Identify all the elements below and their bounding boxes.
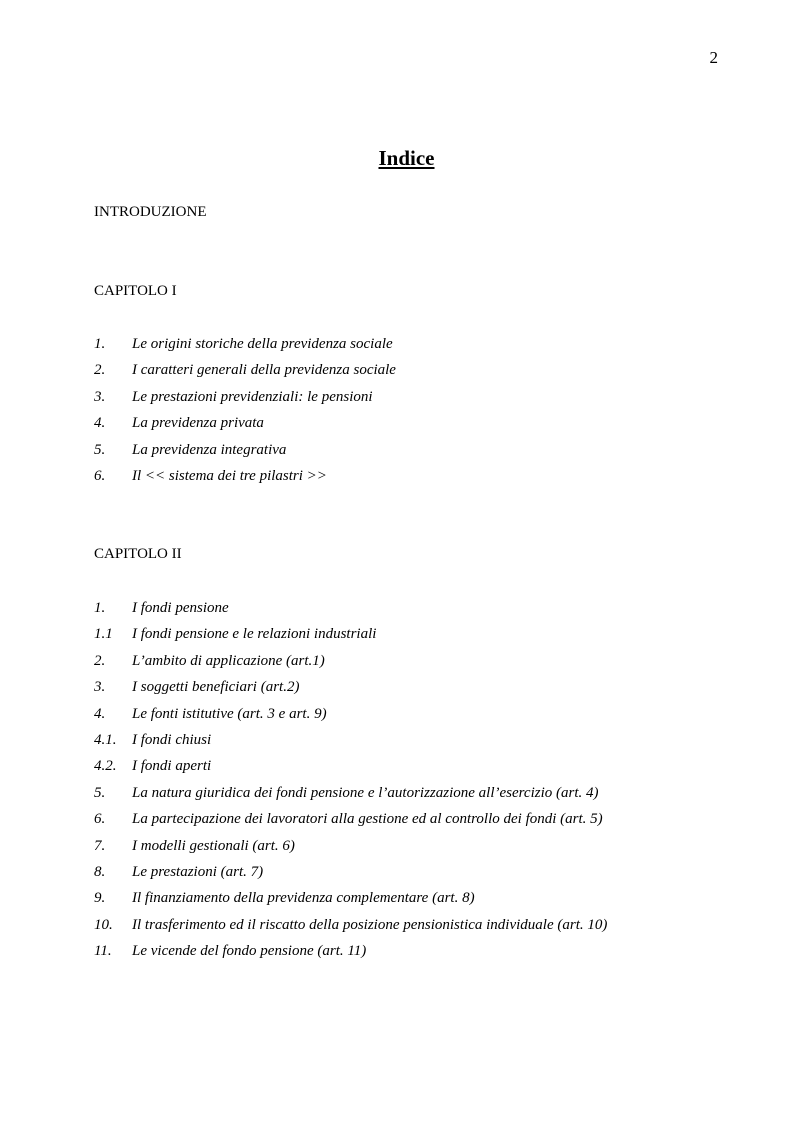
toc-item-title: I fondi pensione e le relazioni industriali — [132, 626, 377, 643]
chapter-1-heading: CAPITOLO I — [94, 283, 177, 299]
toc-item-title: I caratteri generali della previdenza sociale — [132, 362, 396, 379]
toc-item-title: La previdenza privata — [132, 415, 264, 432]
chapter-2-heading: CAPITOLO II — [94, 546, 182, 562]
chapter-1-toc-list — [94, 334, 396, 492]
toc-item-number: 6. — [94, 811, 106, 828]
toc-item-title: Il finanziamento della previdenza complementare (art. 8) — [132, 890, 475, 907]
toc-item — [94, 387, 396, 413]
toc-item — [94, 440, 396, 466]
chapter-2-toc-list — [94, 598, 607, 967]
toc-item-title: I fondi chiusi — [132, 731, 212, 748]
toc-item — [94, 888, 607, 914]
toc-item — [94, 624, 607, 650]
toc-item-number: 7. — [94, 837, 106, 854]
page-title: Indice — [378, 146, 435, 170]
toc-item — [94, 809, 607, 835]
toc-item — [94, 677, 607, 703]
toc-item-number: 4.1. — [94, 731, 117, 748]
toc-item-title: La natura giuridica dei fondi pensione e l’autorizzazione all’esercizio (art. 4) — [132, 784, 599, 801]
toc-item — [94, 704, 607, 730]
toc-item-number: 2. — [94, 652, 106, 669]
toc-item-title: I fondi pensione — [132, 600, 229, 616]
toc-item-title: La partecipazione dei lavoratori alla gestione ed al controllo dei fondi (art. 5) — [132, 811, 603, 828]
toc-item-title: Le fonti istitutive (art. 3 e art. 9) — [132, 705, 327, 722]
toc-item — [94, 836, 607, 862]
page-number: 2 — [709, 48, 718, 67]
toc-item — [94, 862, 607, 888]
toc-item — [94, 756, 607, 782]
toc-item-title: L’ambito di applicazione (art.1) — [132, 652, 325, 669]
toc-item-number: 3. — [94, 679, 106, 696]
toc-item — [94, 334, 396, 360]
toc-item-number: 1. — [94, 600, 106, 616]
toc-item-title: Le prestazioni previdenziali: le pensioni — [132, 388, 373, 405]
toc-item-number: 10. — [94, 916, 113, 933]
toc-item — [94, 730, 607, 756]
introduction-heading: INTRODUZIONE — [94, 204, 207, 220]
toc-item-title: I fondi aperti — [132, 758, 212, 775]
toc-item-number: 3. — [94, 388, 106, 405]
toc-item — [94, 651, 607, 677]
toc-item-title: La previdenza integrativa — [132, 441, 287, 458]
toc-item-title: I modelli gestionali (art. 6) — [132, 837, 295, 854]
toc-item-number: 5. — [94, 784, 106, 801]
toc-item-number: 11. — [94, 943, 112, 960]
toc-item — [94, 413, 396, 439]
toc-item-number: 4. — [94, 415, 106, 432]
toc-item-title: Le origini storiche della previdenza sociale — [132, 336, 393, 352]
toc-item-title: Il trasferimento ed il riscatto della posizione pensionistica individuale (art. 10) — [132, 916, 608, 933]
toc-item-number: 1.1 — [94, 626, 113, 643]
toc-item-number: 4.2. — [94, 758, 117, 775]
toc-item-number: 1. — [94, 336, 106, 352]
toc-item — [94, 360, 396, 386]
toc-item-title: Il << sistema dei tre pilastri >> — [132, 467, 327, 484]
toc-item-number: 5. — [94, 441, 106, 458]
toc-item-number: 8. — [94, 863, 106, 880]
toc-item-title: I soggetti beneficiari (art.2) — [132, 679, 300, 696]
toc-item-number: 2. — [94, 362, 106, 379]
toc-item — [94, 915, 607, 941]
toc-item-title: Le prestazioni (art. 7) — [132, 863, 264, 880]
toc-item — [94, 941, 607, 967]
toc-item-number: 6. — [94, 467, 106, 484]
toc-item — [94, 783, 607, 809]
toc-item — [94, 598, 607, 624]
toc-item-title: Le vicende del fondo pensione (art. 11) — [132, 943, 367, 960]
toc-item-number: 9. — [94, 890, 106, 907]
toc-item — [94, 466, 396, 492]
toc-item-number: 4. — [94, 705, 106, 722]
